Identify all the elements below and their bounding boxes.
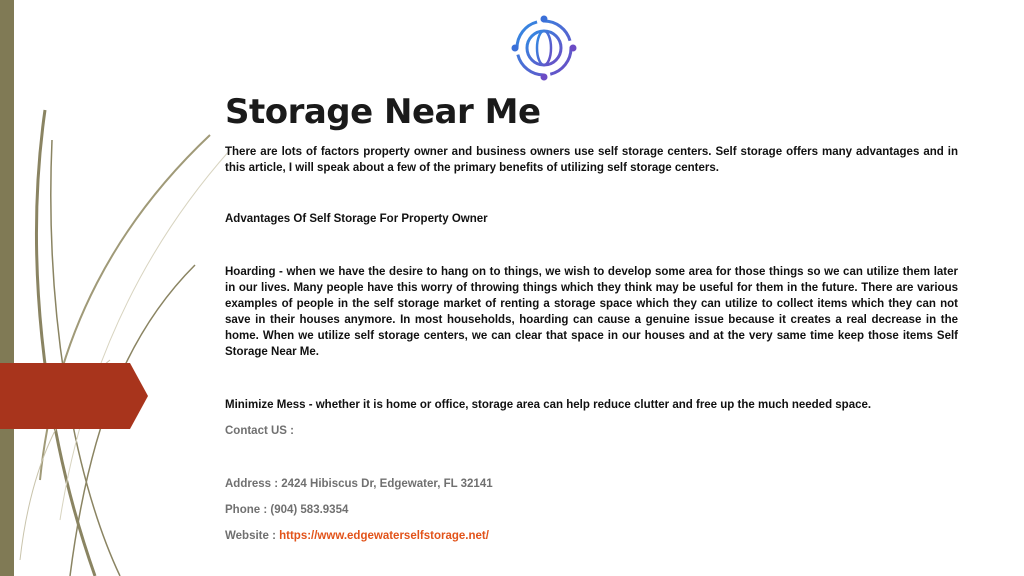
article-content — [225, 92, 958, 544]
address-text: Address : 2424 Hibiscus Dr, Edgewater, FL 32141 — [225, 478, 493, 490]
website-line — [225, 528, 958, 544]
hoarding-paragraph: Hoarding - when we have the desire to hang on to things, we wish to develop some area for those things so we can utilize them later in our lives. Many people have this worry of throwing things which they think may be useful for them in the future. There are various examples of people in the self storage market of renting a storage space which they can utilize to collect items which they can not save in their houses anymore. In most households, hoarding can cause a genuine issue because it creates a real decrease in the home. When we utilize self storage centers, we can clear that space in our houses and at the very same time keep those items Self Storage Near Me. — [225, 266, 958, 358]
website-label: Website : — [225, 530, 280, 542]
minimize-mess-paragraph: Minimize Mess - whether it is home or office, storage area can help reduce clutter and free up the much needed space. — [225, 399, 872, 411]
globe-logo-icon — [510, 14, 578, 82]
phone-text: Phone : (904) 583.9354 — [225, 504, 349, 516]
page-title: Storage Near Me — [225, 92, 541, 132]
advantages-heading: Advantages Of Self Storage For Property Owner — [225, 213, 488, 225]
intro-paragraph: There are lots of factors property owner and business owners use self storage centers. Self storage offers many advantages and in this article, I will speak about a few of the primary benefits of utilizing self storage centers. — [225, 146, 958, 174]
decorative-curves — [0, 0, 240, 576]
contact-heading: Contact US : — [225, 425, 294, 437]
red-arrow-tab — [0, 363, 150, 429]
website-link[interactable]: https://www.edgewaterselfstorage.net/ — [279, 530, 489, 542]
